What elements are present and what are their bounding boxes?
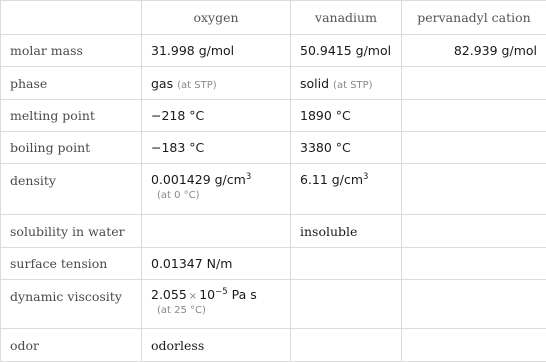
label-solubility: solubility in water (1, 215, 142, 248)
row-melting-point (1, 100, 546, 132)
label-melting-point: melting point (1, 100, 142, 132)
oxygen-phase (142, 67, 291, 100)
oxygen-density (142, 164, 291, 215)
row-molar-mass (1, 35, 546, 67)
oxygen-density-note: (at 0 °C) (151, 190, 281, 201)
vanadium-molar-mass: 50.9415 g/mol (291, 35, 402, 67)
header-vanadium: vanadium (291, 1, 402, 35)
vanadium-density-exp: 3 (363, 172, 368, 182)
oxygen-boiling-point: −183 °C (142, 132, 291, 164)
oxygen-viscosity-mantissa: 2.055 (151, 287, 187, 302)
oxygen-surface-tension: 0.01347 N/m (142, 248, 291, 280)
label-density: density (1, 164, 142, 215)
label-molar-mass: molar mass (1, 35, 142, 67)
oxygen-viscosity-note: (at 25 °C) (151, 305, 281, 316)
vanadium-phase (291, 67, 402, 100)
pervanadyl-phase (402, 67, 546, 100)
oxygen-density-exp: 3 (246, 172, 251, 182)
row-density (1, 164, 546, 215)
label-phase: phase (1, 67, 142, 100)
pervanadyl-odor (402, 329, 546, 362)
row-odor (1, 329, 546, 362)
pervanadyl-viscosity (402, 280, 546, 329)
oxygen-density-value: 0.001429 g/cm (151, 172, 246, 187)
oxygen-viscosity-times: × (189, 291, 197, 302)
oxygen-phase-note: (at STP) (177, 80, 217, 91)
oxygen-melting-point: −218 °C (142, 100, 291, 132)
row-viscosity (1, 280, 546, 329)
vanadium-phase-note: (at STP) (333, 80, 373, 91)
vanadium-boiling-point: 3380 °C (291, 132, 402, 164)
pervanadyl-molar-mass: 82.939 g/mol (402, 35, 546, 67)
oxygen-viscosity-exp: −5 (215, 287, 228, 297)
label-viscosity: dynamic viscosity (1, 280, 142, 329)
label-odor: odor (1, 329, 142, 362)
vanadium-viscosity (291, 280, 402, 329)
oxygen-phase-value: gas (151, 76, 173, 91)
header-row (1, 1, 546, 35)
vanadium-phase-value: solid (300, 76, 329, 91)
pervanadyl-solubility (402, 215, 546, 248)
vanadium-odor (291, 329, 402, 362)
oxygen-molar-mass: 31.998 g/mol (142, 35, 291, 67)
vanadium-melting-point: 1890 °C (291, 100, 402, 132)
oxygen-odor: odorless (142, 329, 291, 362)
row-solubility (1, 215, 546, 248)
oxygen-viscosity-base: 10 (199, 287, 215, 302)
row-boiling-point (1, 132, 546, 164)
oxygen-viscosity-unit: Pa s (232, 287, 257, 302)
header-oxygen: oxygen (142, 1, 291, 35)
oxygen-solubility (142, 215, 291, 248)
row-phase (1, 67, 546, 100)
vanadium-surface-tension (291, 248, 402, 280)
oxygen-viscosity (142, 280, 291, 329)
pervanadyl-boiling-point (402, 132, 546, 164)
label-surface-tension: surface tension (1, 248, 142, 280)
vanadium-solubility: insoluble (291, 215, 402, 248)
label-boiling-point: boiling point (1, 132, 142, 164)
row-surface-tension (1, 248, 546, 280)
pervanadyl-density (402, 164, 546, 215)
vanadium-density-value: 6.11 g/cm (300, 172, 363, 187)
pervanadyl-surface-tension (402, 248, 546, 280)
header-empty (1, 1, 142, 35)
vanadium-density (291, 164, 402, 215)
header-pervanadyl: pervanadyl cation (402, 1, 546, 35)
pervanadyl-melting-point (402, 100, 546, 132)
